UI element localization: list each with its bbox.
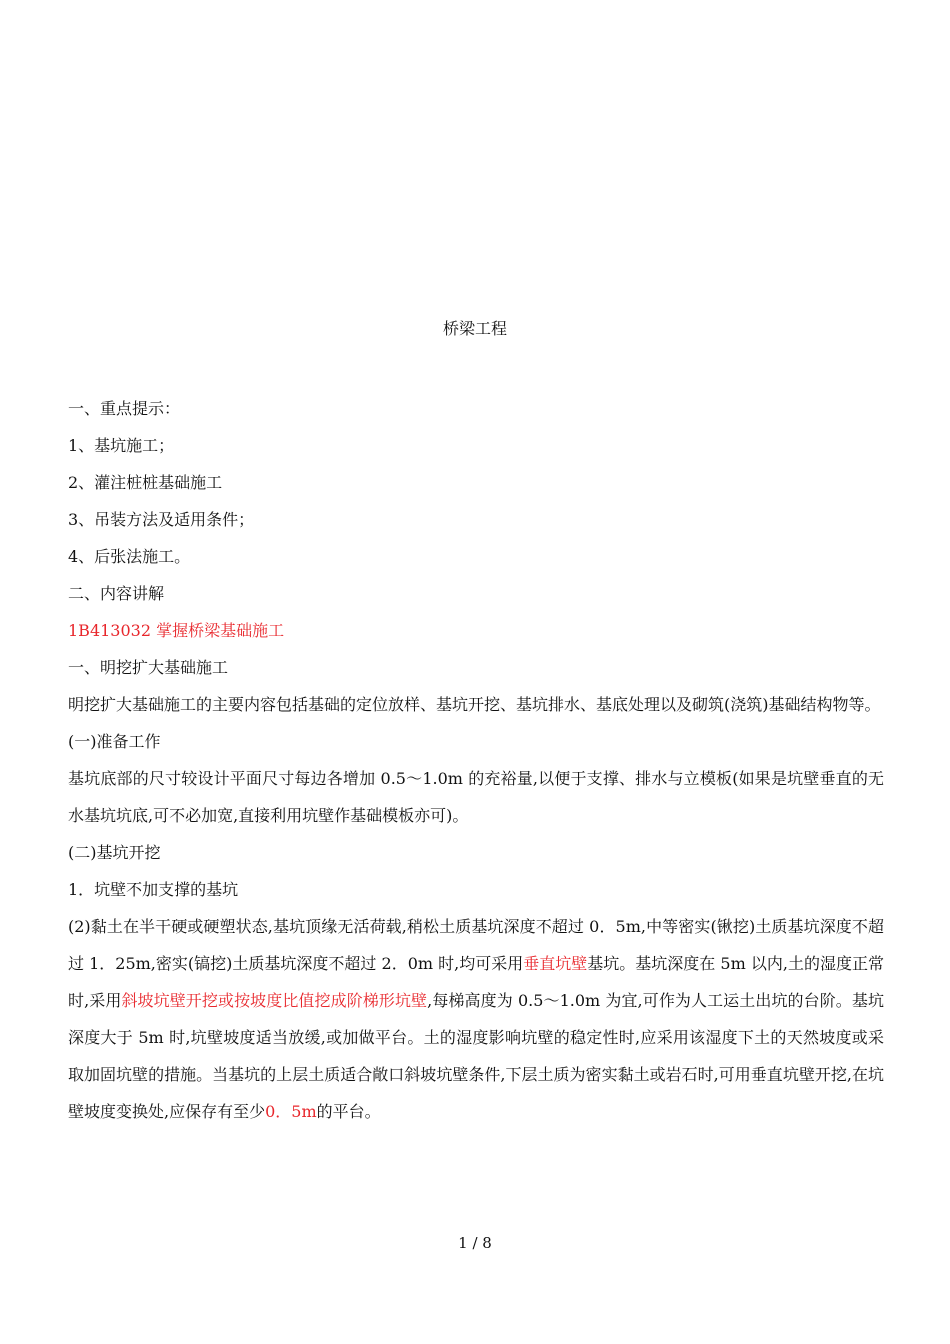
- page-number: 1 / 8: [458, 1234, 492, 1252]
- key-point-item: 4、后张法施工。: [68, 547, 191, 566]
- document-title: 桥梁工程: [442, 319, 507, 338]
- content-heading: 二、内容讲解: [68, 584, 165, 603]
- clay-text-part: 的平台。: [316, 1102, 381, 1121]
- key-point-item: 2、灌注桩桩基础施工: [68, 473, 223, 492]
- key-point-item: 1、基坑施工；: [68, 436, 175, 455]
- clay-paragraph: [68, 908, 884, 1130]
- key-point-item: 3、吊装方法及适用条件；: [68, 510, 255, 529]
- sub-heading: 一、明挖扩大基础施工: [68, 658, 229, 677]
- prep-paragraph: 基坑底部的尺寸较设计平面尺寸每边各增加 0.5～1.0m 的充裕量,以便于支撑、排水与立模板(如果是坑壁垂直的无水基坑坑底,可不必加宽,直接利用坑壁作基础模板亦可)。: [68, 769, 884, 825]
- key-points-heading: 一、重点提示：: [68, 399, 181, 418]
- clay-text-part: 基坑。基坑深度在 5m 以内,土的湿度正常时,采用: [68, 954, 884, 1010]
- highlight-text: 斜坡坑壁开挖或按坡度比值挖成阶梯形坑壁: [121, 991, 428, 1010]
- clay-text-part: (2)黏土在半干硬或硬塑状态,基坑顶缘无活荷载,稍松土质基坑深度不超过 0．5m,中等密实(锹挖)土质基坑深度不超过 1．25m,密实(镐挖)土质基坑深度不超过 2．0m 时,均可采用: [68, 917, 884, 973]
- clay-text-part: ,每梯高度为 0.5～1.0m 为宜,可作为人工运土出坑的台阶。基坑深度大于 5m 时,坑壁坡度适当放缓,或加做平台。土的湿度影响坑壁的稳定性时,应采用该湿度下土的天然坡度或采取加固坑壁的措施。当基坑的上层土质适合敞口斜坡坑壁条件,下层土质为密实黏土或岩石时,可用垂直坑壁开挖,在坑壁坡度变换处,应保存有至少: [68, 991, 884, 1121]
- highlight-text: 0．5m: [265, 1102, 317, 1121]
- intro-paragraph: 明挖扩大基础施工的主要内容包括基础的定位放样、基坑开挖、基坑排水、基底处理以及砌筑(浇筑)基础结构物等。: [68, 695, 881, 714]
- excavation-heading: (二)基坑开挖: [68, 843, 161, 862]
- highlight-text: 垂直坑壁: [523, 954, 588, 973]
- document-body: [68, 390, 884, 1130]
- unsupported-pit-heading: 1．坑壁不加支撑的基坑: [68, 880, 239, 899]
- prep-heading: (一)准备工作: [68, 732, 161, 751]
- section-code-heading: 1B413032 掌握桥梁基础施工: [68, 621, 285, 640]
